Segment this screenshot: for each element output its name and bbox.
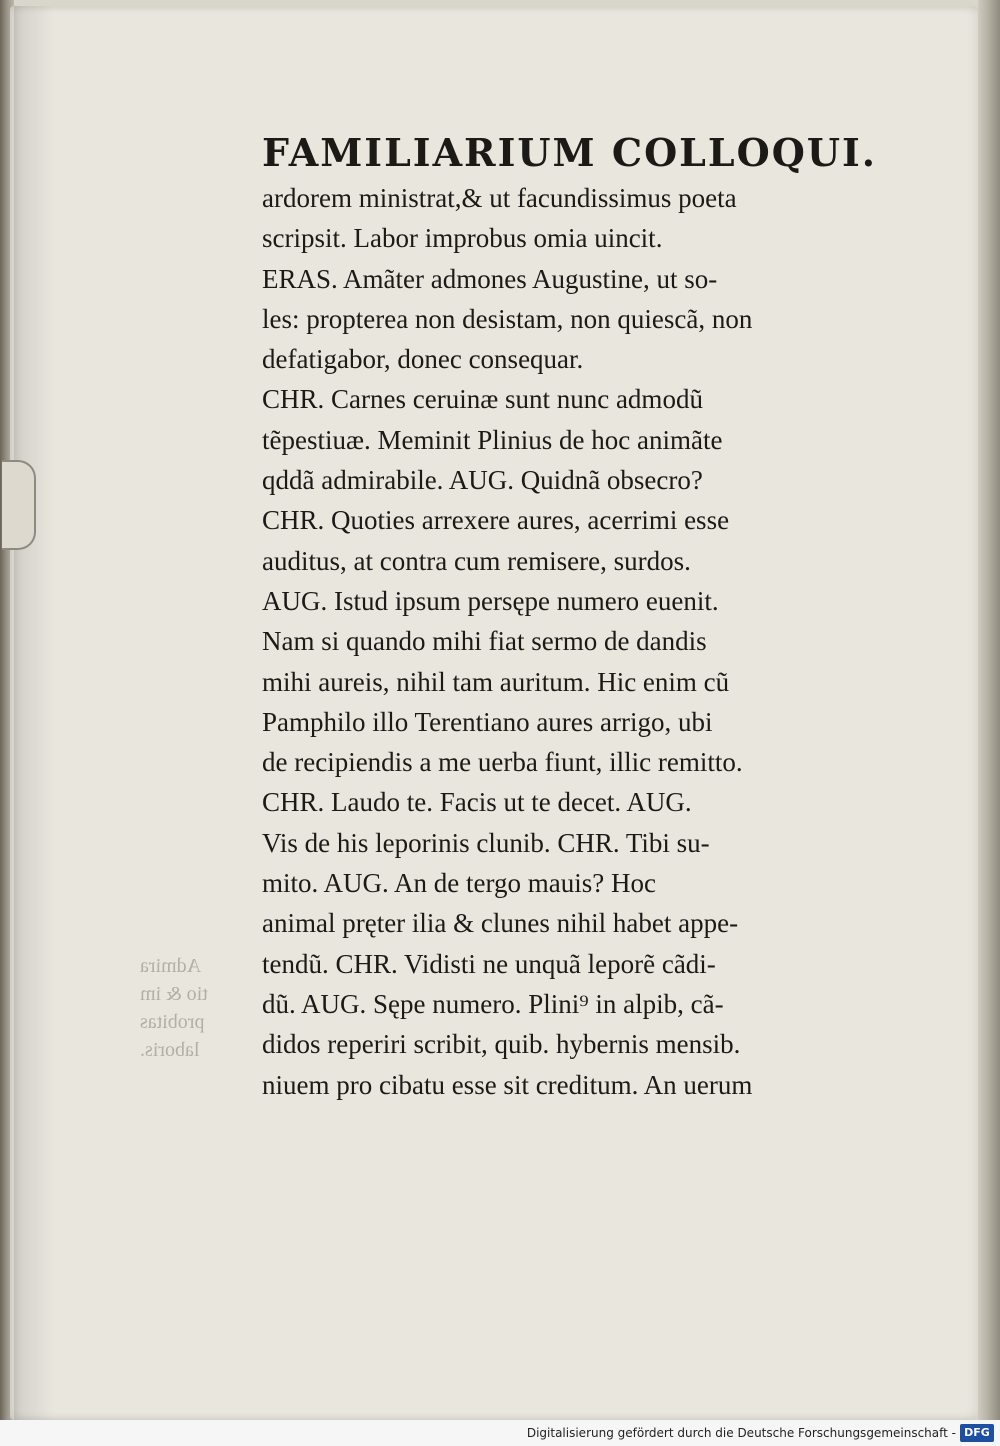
text-line: AUG. Istud ipsum persępe numero euenit. (262, 585, 719, 616)
text-line: Vis de his leporinis clunib. CHR. Tibi su- (262, 827, 710, 858)
digitization-footer (0, 1420, 1000, 1446)
text-line: ERAS. Amãter admones Augustine, ut so- (262, 263, 718, 294)
text-line: dũ. AUG. Sępe numero. Plini⁹ in alpib, cã- (262, 988, 724, 1019)
footer-credit: Digitalisierung gefördert durch die Deutsche Forschungsgemeinschaft - (526, 1426, 956, 1440)
text-block (262, 128, 902, 1105)
text-line: tendũ. CHR. Vidisti ne unquã leporẽ cãdi- (262, 948, 716, 979)
text-line: les: propterea non desistam, non quiescã, non (262, 303, 753, 334)
gutter-shadow (14, 6, 54, 1420)
text-line: scripsit. Labor improbus omia uincit. (262, 223, 663, 254)
text-line: Pamphilo illo Terentiano aures arrigo, ubi (262, 706, 713, 737)
text-line: CHR. Carnes ceruinæ sunt nunc admodũ (262, 384, 703, 415)
page-tab-marker (2, 460, 36, 550)
marginal-note-line: laboris. (140, 1039, 200, 1061)
text-line: defatigabor, donec consequar. (262, 344, 584, 375)
bleed-through-marginal-note (140, 952, 260, 1064)
text-line: didos reperiri scribit, quib. hybernis mensib. (262, 1029, 741, 1060)
text-line: auditus, at contra cum remisere, surdos. (262, 545, 691, 576)
text-line: CHR. Quoties arrexere aures, acerrimi esse (262, 505, 730, 536)
dfg-logo: DFG (960, 1424, 994, 1442)
marginal-note-line: tio & im (140, 983, 208, 1005)
text-line: CHR. Laudo te. Facis ut te decet. AUG. (262, 787, 692, 818)
text-line: niuem pro cibatu esse sit creditum. An uerum (262, 1069, 753, 1100)
text-line: Nam si quando mihi fiat sermo de dandis (262, 626, 707, 657)
text-line: mihi aureis, nihil tam auritum. Hic enim cũ (262, 666, 730, 697)
marginal-note-line: Admira (140, 955, 202, 977)
page-edge (978, 0, 1000, 1420)
text-line: tẽpestiuæ. Meminit Plinius de hoc animãte (262, 424, 723, 455)
running-head: FAMILIARIUM COLLOQUI. (262, 130, 877, 175)
text-line: ardorem ministrat,& ut facundissimus poeta (262, 183, 737, 213)
text-line: qddã admirabile. AUG. Quidnã obsecro? (262, 465, 703, 496)
text-line: animal pręter ilia & clunes nihil habet appe- (262, 908, 739, 939)
marginal-note-line: probitas (140, 1011, 205, 1033)
text-line: mito. AUG. An de tergo mauis? Hoc (262, 868, 656, 899)
text-line: de recipiendis a me uerba fiunt, illic remitto. (262, 747, 743, 778)
